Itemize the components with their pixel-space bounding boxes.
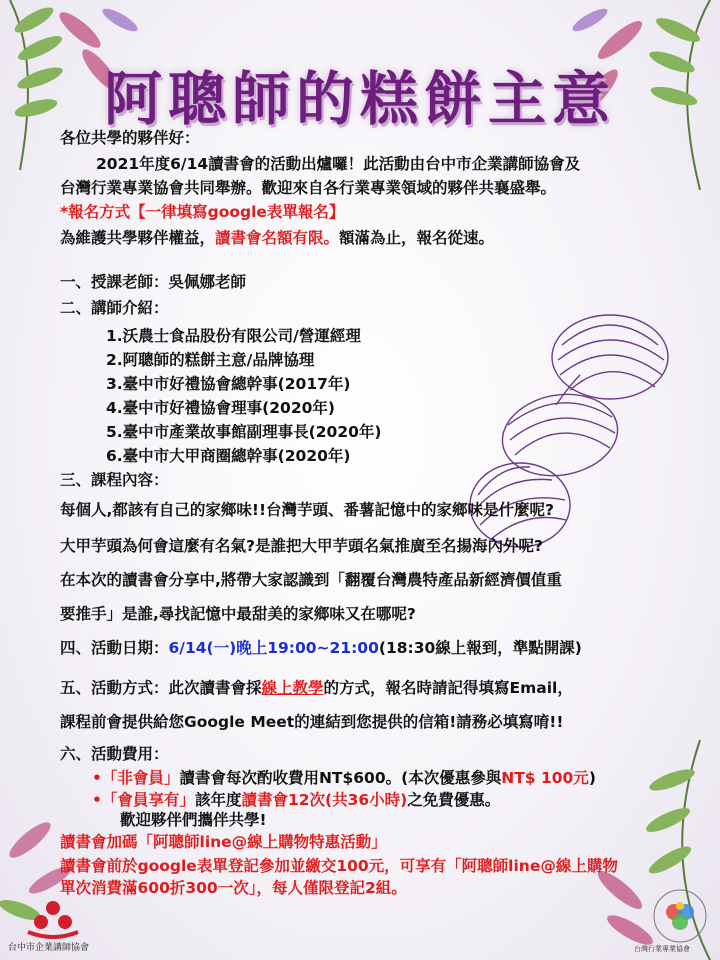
limit-notice-pre: 為維護共學夥伴權益，: [60, 229, 216, 247]
method-line-2: 課程前會提供給您Google Meet的連結到您提供的信箱!請務必填寫唷!!: [60, 713, 564, 731]
association-name-right: 台灣行業專業協會: [634, 945, 690, 953]
section-instructor: 一、授課老師：吳佩娜老師: [60, 273, 247, 291]
fee-nonmember-discount: NT$ 100元: [501, 769, 589, 787]
promo-line-1: 讀書會加碼「阿聰師line@線上購物特惠活動」: [60, 833, 387, 851]
promo-line-2: 讀書會前於google表單登記參加並繳交100元，可享有「阿聰師line@線上購物: [60, 857, 618, 875]
fee-member: [92, 790, 500, 810]
welcome-text: 歡迎夥伴們攜伴共學!: [120, 811, 267, 829]
section-fee-heading: 六、活動費用：: [60, 745, 169, 763]
method-online: 線上教學: [261, 679, 324, 697]
intro-line-2: 台灣行業專業協會共同舉辦。歡迎來自各行業專業領域的夥伴共襄盛舉。: [60, 179, 557, 197]
method-post: 的方式，報名時請記得填寫Email，: [323, 679, 573, 697]
greeting: 各位共學的夥伴好：: [60, 129, 200, 147]
method-pre: 五、活動方式：此次讀書會採: [60, 679, 262, 697]
page-title: 阿聰師的糕餅主意: [103, 65, 616, 133]
bullet: •: [92, 769, 102, 787]
section-content-heading: 三、課程內容：: [60, 471, 169, 489]
association-logo-right: [652, 888, 708, 944]
date-value: 6/14(一)晚上19:00~21:00: [168, 639, 379, 657]
bio-item: 5.臺中市產業故事館副理事長(2020年): [106, 423, 382, 441]
bio-item: 2.阿聰師的糕餅主意/品牌協理: [106, 351, 315, 369]
content-line: 大甲芋頭為何會這麼有名氣?是誰把大甲芋頭名氣推廣至名揚海內外呢?: [60, 537, 543, 555]
promo-line-3: 單次消費滿600折300一次」，每人僅限登記2組。: [60, 879, 407, 897]
association-name-left: 台中市企業講師協會: [8, 943, 90, 953]
content-line: 每個人,都該有自己的家鄉味!!台灣芋頭、番薯記憶中的家鄉味是什麼呢?: [60, 501, 555, 519]
content-line: 在本次的讀書會分享中,將帶大家認識到「翻覆台灣農特產品新經濟價值重: [60, 571, 562, 589]
bio-item: 6.臺中市大甲商圈總幹事(2020年): [106, 447, 351, 465]
content-line: 要推手」是誰,尋找記憶中最甜美的家鄉味又在哪呢?: [60, 605, 416, 623]
fee-nonmember: [92, 768, 596, 788]
limit-notice: [60, 228, 494, 248]
fee-nonmember-text: 讀書會每次酌收費用NT$600。(本次優惠參與: [179, 769, 502, 787]
bullet: •: [92, 791, 102, 809]
bio-item: 3.臺中市好禮協會總幹事(2017年): [106, 375, 351, 393]
limit-notice-post: 額滿為止，報名從速。: [339, 229, 495, 247]
intro-line-1: 2021年度6/14讀書會的活動出爐囉！此活動由台中市企業講師協會及: [96, 155, 581, 173]
date-label: 四、活動日期：: [60, 639, 169, 657]
bio-item: 4.臺中市好禮協會理事(2020年): [106, 399, 335, 417]
fee-nonmember-end: ): [588, 769, 596, 787]
date-note: (18:30線上報到，準點開課): [378, 639, 582, 657]
section-date: [60, 638, 582, 658]
association-logo-left: [8, 896, 98, 940]
section-method: [60, 678, 573, 698]
fee-member-label: 「會員享有」: [101, 791, 195, 809]
fee-member-text: 該年度: [194, 791, 242, 809]
signup-method: *報名方式【一律填寫google表單報名】: [60, 203, 345, 221]
fee-nonmember-label: 「非會員」: [101, 769, 180, 787]
limit-notice-red: 讀書會名額有限。: [215, 229, 340, 247]
section-bio-heading: 二、講師介紹：: [60, 299, 169, 317]
fee-member-end: 之免費優惠。: [407, 791, 501, 809]
bio-item: 1.沃農士食品股份有限公司/營運經理: [106, 327, 361, 345]
fee-member-sessions: 讀書會12次(共36小時): [241, 791, 408, 809]
